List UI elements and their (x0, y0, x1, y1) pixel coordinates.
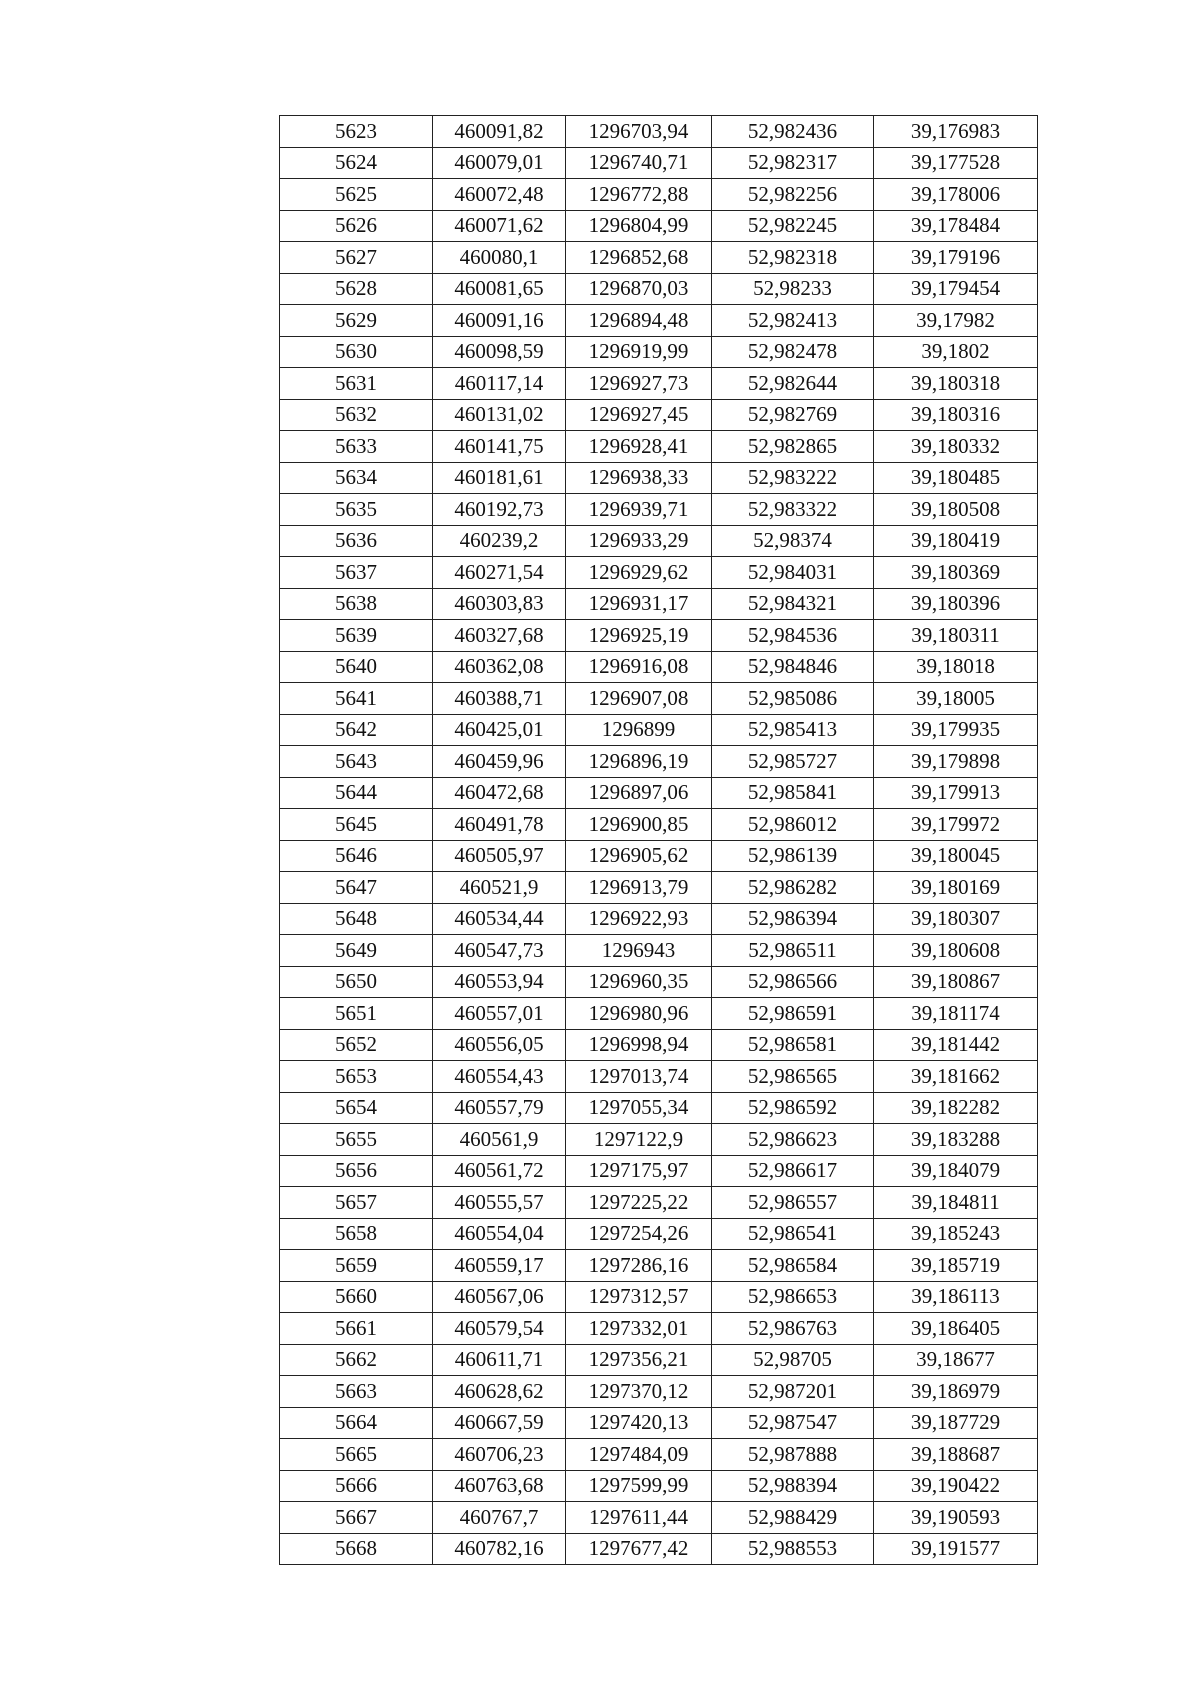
point-number-cell: 5639 (280, 620, 433, 652)
longitude-cell: 39,176983 (874, 116, 1038, 148)
table-row (280, 1344, 1038, 1376)
longitude-cell: 39,191577 (874, 1533, 1038, 1565)
longitude-cell: 39,187729 (874, 1407, 1038, 1439)
x-coordinate-cell: 460556,05 (433, 1029, 566, 1061)
x-coordinate-cell: 460553,94 (433, 966, 566, 998)
latitude-cell: 52,988394 (712, 1470, 874, 1502)
point-number-cell: 5664 (280, 1407, 433, 1439)
x-coordinate-cell: 460557,79 (433, 1092, 566, 1124)
latitude-cell: 52,982478 (712, 336, 874, 368)
x-coordinate-cell: 460388,71 (433, 683, 566, 715)
point-number-cell: 5653 (280, 1061, 433, 1093)
y-coordinate-cell: 1296852,68 (566, 242, 712, 274)
table-row (280, 147, 1038, 179)
y-coordinate-cell: 1296939,71 (566, 494, 712, 526)
latitude-cell: 52,985841 (712, 777, 874, 809)
longitude-cell: 39,177528 (874, 147, 1038, 179)
table-row (280, 651, 1038, 683)
latitude-cell: 52,98705 (712, 1344, 874, 1376)
y-coordinate-cell: 1297013,74 (566, 1061, 712, 1093)
point-number-cell: 5667 (280, 1502, 433, 1534)
y-coordinate-cell: 1296913,79 (566, 872, 712, 904)
table-row (280, 1533, 1038, 1565)
table-row (280, 1313, 1038, 1345)
table-row (280, 462, 1038, 494)
x-coordinate-cell: 460521,9 (433, 872, 566, 904)
longitude-cell: 39,179913 (874, 777, 1038, 809)
x-coordinate-cell: 460567,06 (433, 1281, 566, 1313)
table-row (280, 1439, 1038, 1471)
longitude-cell: 39,178006 (874, 179, 1038, 211)
y-coordinate-cell: 1296960,35 (566, 966, 712, 998)
point-number-cell: 5629 (280, 305, 433, 337)
table-row (280, 557, 1038, 589)
point-number-cell: 5663 (280, 1376, 433, 1408)
longitude-cell: 39,183288 (874, 1124, 1038, 1156)
longitude-cell: 39,181662 (874, 1061, 1038, 1093)
table-row (280, 714, 1038, 746)
longitude-cell: 39,180608 (874, 935, 1038, 967)
point-number-cell: 5645 (280, 809, 433, 841)
coordinates-table-body (280, 116, 1038, 1565)
y-coordinate-cell: 1297055,34 (566, 1092, 712, 1124)
y-coordinate-cell: 1296740,71 (566, 147, 712, 179)
table-row (280, 210, 1038, 242)
y-coordinate-cell: 1296925,19 (566, 620, 712, 652)
x-coordinate-cell: 460557,01 (433, 998, 566, 1030)
longitude-cell: 39,188687 (874, 1439, 1038, 1471)
latitude-cell: 52,986623 (712, 1124, 874, 1156)
x-coordinate-cell: 460131,02 (433, 399, 566, 431)
x-coordinate-cell: 460141,75 (433, 431, 566, 463)
y-coordinate-cell: 1296928,41 (566, 431, 712, 463)
latitude-cell: 52,985413 (712, 714, 874, 746)
x-coordinate-cell: 460192,73 (433, 494, 566, 526)
longitude-cell: 39,18677 (874, 1344, 1038, 1376)
latitude-cell: 52,987547 (712, 1407, 874, 1439)
x-coordinate-cell: 460611,71 (433, 1344, 566, 1376)
longitude-cell: 39,180485 (874, 462, 1038, 494)
x-coordinate-cell: 460561,72 (433, 1155, 566, 1187)
x-coordinate-cell: 460271,54 (433, 557, 566, 589)
latitude-cell: 52,982644 (712, 368, 874, 400)
latitude-cell: 52,986566 (712, 966, 874, 998)
longitude-cell: 39,185719 (874, 1250, 1038, 1282)
point-number-cell: 5642 (280, 714, 433, 746)
table-row (280, 368, 1038, 400)
point-number-cell: 5630 (280, 336, 433, 368)
latitude-cell: 52,986511 (712, 935, 874, 967)
y-coordinate-cell: 1296922,93 (566, 903, 712, 935)
point-number-cell: 5633 (280, 431, 433, 463)
x-coordinate-cell: 460561,9 (433, 1124, 566, 1156)
table-row (280, 588, 1038, 620)
point-number-cell: 5628 (280, 273, 433, 305)
point-number-cell: 5649 (280, 935, 433, 967)
y-coordinate-cell: 1296899 (566, 714, 712, 746)
x-coordinate-cell: 460472,68 (433, 777, 566, 809)
latitude-cell: 52,986394 (712, 903, 874, 935)
table-row (280, 1124, 1038, 1156)
y-coordinate-cell: 1297370,12 (566, 1376, 712, 1408)
point-number-cell: 5641 (280, 683, 433, 715)
point-number-cell: 5654 (280, 1092, 433, 1124)
y-coordinate-cell: 1296804,99 (566, 210, 712, 242)
point-number-cell: 5650 (280, 966, 433, 998)
table-row (280, 1250, 1038, 1282)
longitude-cell: 39,178484 (874, 210, 1038, 242)
y-coordinate-cell: 1297254,26 (566, 1218, 712, 1250)
y-coordinate-cell: 1296897,06 (566, 777, 712, 809)
latitude-cell: 52,983322 (712, 494, 874, 526)
point-number-cell: 5627 (280, 242, 433, 274)
longitude-cell: 39,180045 (874, 840, 1038, 872)
table-row (280, 116, 1038, 148)
y-coordinate-cell: 1296931,17 (566, 588, 712, 620)
point-number-cell: 5651 (280, 998, 433, 1030)
table-row (280, 1470, 1038, 1502)
latitude-cell: 52,982256 (712, 179, 874, 211)
y-coordinate-cell: 1296900,85 (566, 809, 712, 841)
table-row (280, 1376, 1038, 1408)
point-number-cell: 5655 (280, 1124, 433, 1156)
x-coordinate-cell: 460080,1 (433, 242, 566, 274)
table-row (280, 872, 1038, 904)
y-coordinate-cell: 1297484,09 (566, 1439, 712, 1471)
point-number-cell: 5658 (280, 1218, 433, 1250)
table-row (280, 179, 1038, 211)
latitude-cell: 52,986617 (712, 1155, 874, 1187)
longitude-cell: 39,180318 (874, 368, 1038, 400)
point-number-cell: 5656 (280, 1155, 433, 1187)
longitude-cell: 39,180419 (874, 525, 1038, 557)
longitude-cell: 39,18018 (874, 651, 1038, 683)
longitude-cell: 39,1802 (874, 336, 1038, 368)
latitude-cell: 52,982245 (712, 210, 874, 242)
latitude-cell: 52,987201 (712, 1376, 874, 1408)
table-row (280, 273, 1038, 305)
latitude-cell: 52,986282 (712, 872, 874, 904)
table-row (280, 1218, 1038, 1250)
longitude-cell: 39,180508 (874, 494, 1038, 526)
y-coordinate-cell: 1296933,29 (566, 525, 712, 557)
longitude-cell: 39,181174 (874, 998, 1038, 1030)
latitude-cell: 52,986139 (712, 840, 874, 872)
x-coordinate-cell: 460547,73 (433, 935, 566, 967)
x-coordinate-cell: 460554,04 (433, 1218, 566, 1250)
longitude-cell: 39,186113 (874, 1281, 1038, 1313)
table-row (280, 1029, 1038, 1061)
point-number-cell: 5652 (280, 1029, 433, 1061)
x-coordinate-cell: 460239,2 (433, 525, 566, 557)
x-coordinate-cell: 460554,43 (433, 1061, 566, 1093)
longitude-cell: 39,190422 (874, 1470, 1038, 1502)
point-number-cell: 5640 (280, 651, 433, 683)
longitude-cell: 39,186979 (874, 1376, 1038, 1408)
longitude-cell: 39,180369 (874, 557, 1038, 589)
longitude-cell: 39,182282 (874, 1092, 1038, 1124)
table-row (280, 935, 1038, 967)
y-coordinate-cell: 1296916,08 (566, 651, 712, 683)
y-coordinate-cell: 1296938,33 (566, 462, 712, 494)
table-row (280, 840, 1038, 872)
point-number-cell: 5631 (280, 368, 433, 400)
longitude-cell: 39,179972 (874, 809, 1038, 841)
point-number-cell: 5636 (280, 525, 433, 557)
x-coordinate-cell: 460505,97 (433, 840, 566, 872)
y-coordinate-cell: 1296998,94 (566, 1029, 712, 1061)
table-row (280, 431, 1038, 463)
latitude-cell: 52,984031 (712, 557, 874, 589)
y-coordinate-cell: 1297677,42 (566, 1533, 712, 1565)
latitude-cell: 52,984536 (712, 620, 874, 652)
latitude-cell: 52,986763 (712, 1313, 874, 1345)
x-coordinate-cell: 460071,62 (433, 210, 566, 242)
y-coordinate-cell: 1296870,03 (566, 273, 712, 305)
table-row (280, 399, 1038, 431)
longitude-cell: 39,180169 (874, 872, 1038, 904)
table-row (280, 620, 1038, 652)
x-coordinate-cell: 460091,82 (433, 116, 566, 148)
y-coordinate-cell: 1297356,21 (566, 1344, 712, 1376)
latitude-cell: 52,982865 (712, 431, 874, 463)
latitude-cell: 52,985086 (712, 683, 874, 715)
y-coordinate-cell: 1296943 (566, 935, 712, 967)
latitude-cell: 52,988429 (712, 1502, 874, 1534)
longitude-cell: 39,180311 (874, 620, 1038, 652)
y-coordinate-cell: 1297175,97 (566, 1155, 712, 1187)
y-coordinate-cell: 1297611,44 (566, 1502, 712, 1534)
point-number-cell: 5644 (280, 777, 433, 809)
latitude-cell: 52,982413 (712, 305, 874, 337)
x-coordinate-cell: 460628,62 (433, 1376, 566, 1408)
y-coordinate-cell: 1296703,94 (566, 116, 712, 148)
x-coordinate-cell: 460559,17 (433, 1250, 566, 1282)
y-coordinate-cell: 1296980,96 (566, 998, 712, 1030)
point-number-cell: 5632 (280, 399, 433, 431)
point-number-cell: 5662 (280, 1344, 433, 1376)
table-row (280, 525, 1038, 557)
latitude-cell: 52,988553 (712, 1533, 874, 1565)
point-number-cell: 5660 (280, 1281, 433, 1313)
x-coordinate-cell: 460782,16 (433, 1533, 566, 1565)
latitude-cell: 52,985727 (712, 746, 874, 778)
table-row (280, 683, 1038, 715)
point-number-cell: 5625 (280, 179, 433, 211)
latitude-cell: 52,983222 (712, 462, 874, 494)
x-coordinate-cell: 460079,01 (433, 147, 566, 179)
longitude-cell: 39,179196 (874, 242, 1038, 274)
y-coordinate-cell: 1297225,22 (566, 1187, 712, 1219)
point-number-cell: 5648 (280, 903, 433, 935)
y-coordinate-cell: 1296927,45 (566, 399, 712, 431)
y-coordinate-cell: 1296772,88 (566, 179, 712, 211)
latitude-cell: 52,986557 (712, 1187, 874, 1219)
table-row (280, 809, 1038, 841)
longitude-cell: 39,179454 (874, 273, 1038, 305)
longitude-cell: 39,185243 (874, 1218, 1038, 1250)
x-coordinate-cell: 460425,01 (433, 714, 566, 746)
point-number-cell: 5647 (280, 872, 433, 904)
y-coordinate-cell: 1296907,08 (566, 683, 712, 715)
x-coordinate-cell: 460491,78 (433, 809, 566, 841)
point-number-cell: 5646 (280, 840, 433, 872)
y-coordinate-cell: 1297420,13 (566, 1407, 712, 1439)
x-coordinate-cell: 460534,44 (433, 903, 566, 935)
table-row (280, 1155, 1038, 1187)
latitude-cell: 52,986581 (712, 1029, 874, 1061)
point-number-cell: 5659 (280, 1250, 433, 1282)
point-number-cell: 5661 (280, 1313, 433, 1345)
y-coordinate-cell: 1296894,48 (566, 305, 712, 337)
x-coordinate-cell: 460081,65 (433, 273, 566, 305)
y-coordinate-cell: 1297122,9 (566, 1124, 712, 1156)
longitude-cell: 39,180867 (874, 966, 1038, 998)
x-coordinate-cell: 460303,83 (433, 588, 566, 620)
x-coordinate-cell: 460763,68 (433, 1470, 566, 1502)
y-coordinate-cell: 1297332,01 (566, 1313, 712, 1345)
y-coordinate-cell: 1297286,16 (566, 1250, 712, 1282)
latitude-cell: 52,986012 (712, 809, 874, 841)
table-row (280, 966, 1038, 998)
longitude-cell: 39,190593 (874, 1502, 1038, 1534)
latitude-cell: 52,986592 (712, 1092, 874, 1124)
latitude-cell: 52,984846 (712, 651, 874, 683)
latitude-cell: 52,986591 (712, 998, 874, 1030)
point-number-cell: 5638 (280, 588, 433, 620)
latitude-cell: 52,984321 (712, 588, 874, 620)
point-number-cell: 5634 (280, 462, 433, 494)
longitude-cell: 39,17982 (874, 305, 1038, 337)
x-coordinate-cell: 460362,08 (433, 651, 566, 683)
latitude-cell: 52,986565 (712, 1061, 874, 1093)
point-number-cell: 5624 (280, 147, 433, 179)
latitude-cell: 52,982769 (712, 399, 874, 431)
latitude-cell: 52,98233 (712, 273, 874, 305)
point-number-cell: 5637 (280, 557, 433, 589)
point-number-cell: 5623 (280, 116, 433, 148)
longitude-cell: 39,179935 (874, 714, 1038, 746)
longitude-cell: 39,184811 (874, 1187, 1038, 1219)
point-number-cell: 5626 (280, 210, 433, 242)
y-coordinate-cell: 1296919,99 (566, 336, 712, 368)
x-coordinate-cell: 460091,16 (433, 305, 566, 337)
longitude-cell: 39,181442 (874, 1029, 1038, 1061)
latitude-cell: 52,982318 (712, 242, 874, 274)
x-coordinate-cell: 460767,7 (433, 1502, 566, 1534)
y-coordinate-cell: 1296905,62 (566, 840, 712, 872)
point-number-cell: 5668 (280, 1533, 433, 1565)
table-row (280, 1061, 1038, 1093)
point-number-cell: 5665 (280, 1439, 433, 1471)
longitude-cell: 39,180307 (874, 903, 1038, 935)
point-number-cell: 5635 (280, 494, 433, 526)
latitude-cell: 52,982317 (712, 147, 874, 179)
table-row (280, 1407, 1038, 1439)
latitude-cell: 52,986653 (712, 1281, 874, 1313)
longitude-cell: 39,180396 (874, 588, 1038, 620)
y-coordinate-cell: 1296927,73 (566, 368, 712, 400)
longitude-cell: 39,18005 (874, 683, 1038, 715)
y-coordinate-cell: 1296896,19 (566, 746, 712, 778)
longitude-cell: 39,180332 (874, 431, 1038, 463)
point-number-cell: 5643 (280, 746, 433, 778)
longitude-cell: 39,184079 (874, 1155, 1038, 1187)
table-row (280, 336, 1038, 368)
table-row (280, 1502, 1038, 1534)
x-coordinate-cell: 460706,23 (433, 1439, 566, 1471)
latitude-cell: 52,982436 (712, 116, 874, 148)
longitude-cell: 39,186405 (874, 1313, 1038, 1345)
latitude-cell: 52,98374 (712, 525, 874, 557)
y-coordinate-cell: 1296929,62 (566, 557, 712, 589)
table-row (280, 1187, 1038, 1219)
point-number-cell: 5666 (280, 1470, 433, 1502)
longitude-cell: 39,180316 (874, 399, 1038, 431)
latitude-cell: 52,987888 (712, 1439, 874, 1471)
x-coordinate-cell: 460072,48 (433, 179, 566, 211)
x-coordinate-cell: 460555,57 (433, 1187, 566, 1219)
x-coordinate-cell: 460117,14 (433, 368, 566, 400)
table-row (280, 903, 1038, 935)
longitude-cell: 39,179898 (874, 746, 1038, 778)
latitude-cell: 52,986584 (712, 1250, 874, 1282)
y-coordinate-cell: 1297599,99 (566, 1470, 712, 1502)
y-coordinate-cell: 1297312,57 (566, 1281, 712, 1313)
table-row (280, 998, 1038, 1030)
x-coordinate-cell: 460098,59 (433, 336, 566, 368)
table-row (280, 1092, 1038, 1124)
coordinates-table (279, 115, 1038, 1565)
x-coordinate-cell: 460579,54 (433, 1313, 566, 1345)
x-coordinate-cell: 460181,61 (433, 462, 566, 494)
point-number-cell: 5657 (280, 1187, 433, 1219)
x-coordinate-cell: 460667,59 (433, 1407, 566, 1439)
latitude-cell: 52,986541 (712, 1218, 874, 1250)
table-row (280, 777, 1038, 809)
table-row (280, 305, 1038, 337)
table-row (280, 494, 1038, 526)
table-row (280, 1281, 1038, 1313)
x-coordinate-cell: 460327,68 (433, 620, 566, 652)
table-row (280, 242, 1038, 274)
table-row (280, 746, 1038, 778)
x-coordinate-cell: 460459,96 (433, 746, 566, 778)
